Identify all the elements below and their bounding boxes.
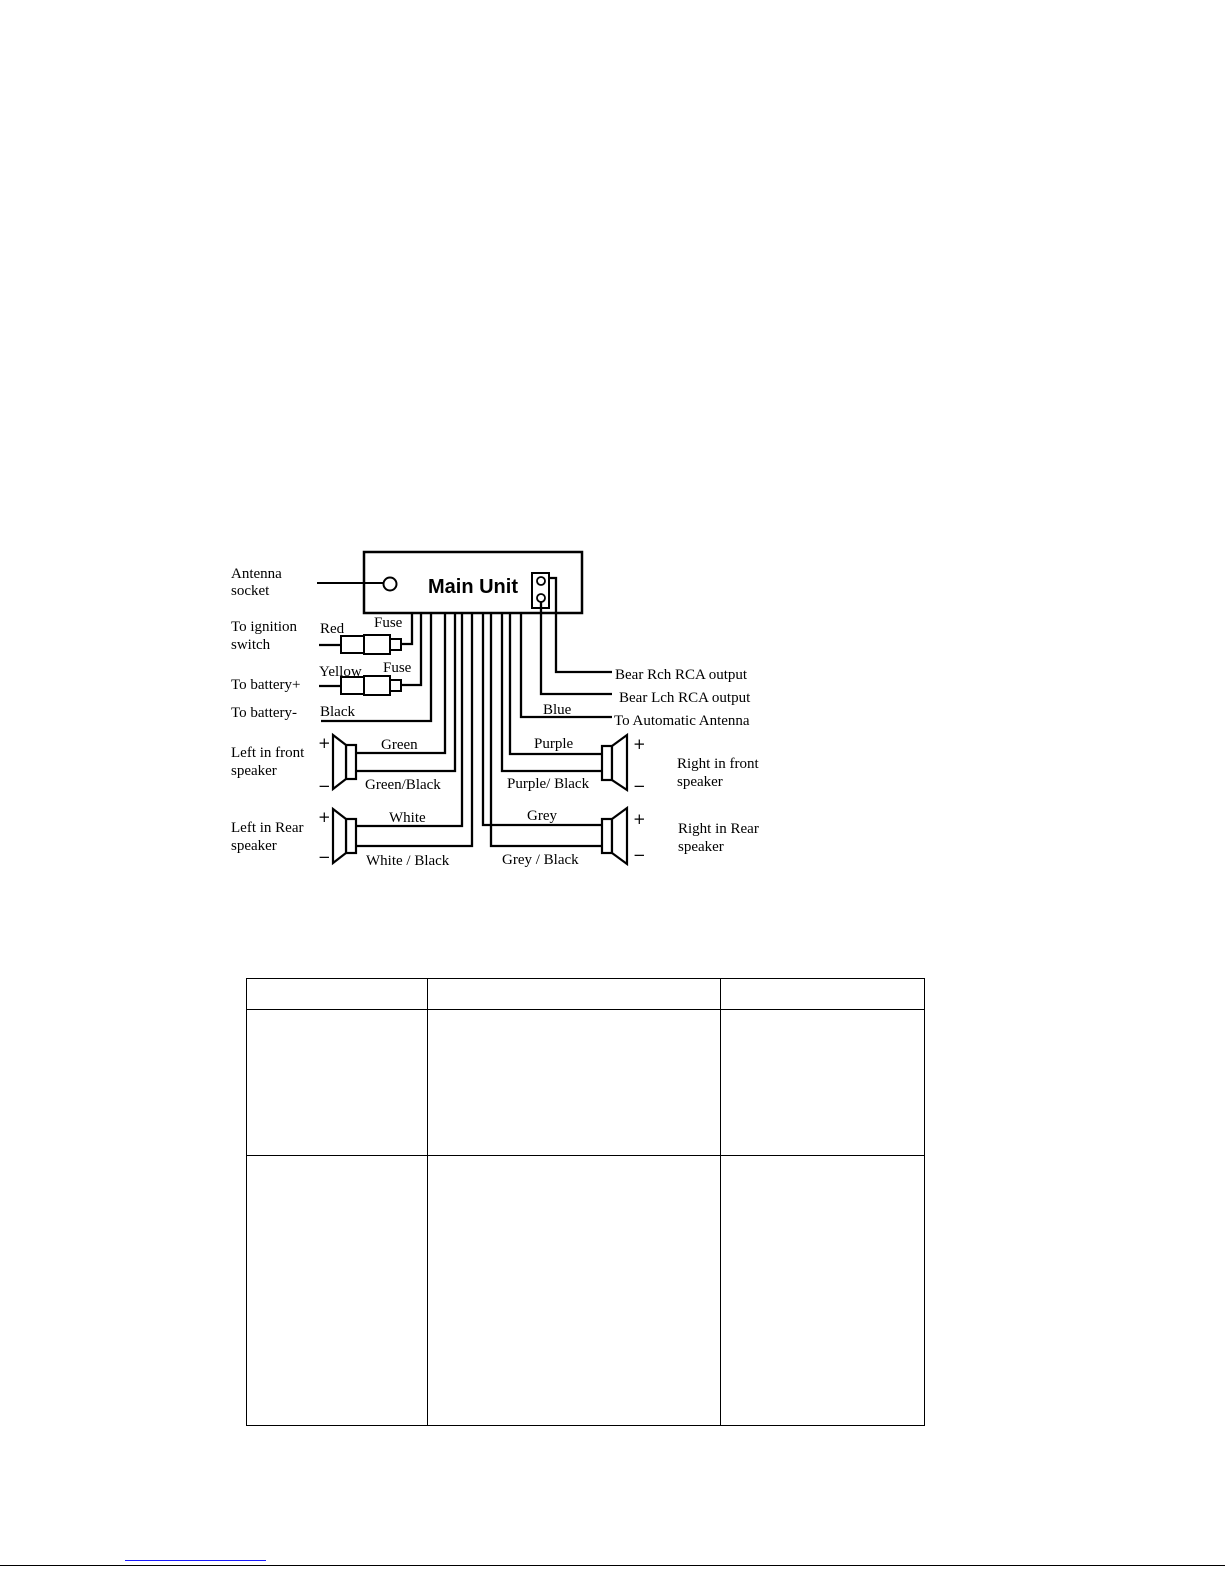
right-rear-speaker-label: Right in Rear — [678, 821, 759, 837]
ignition-label: switch — [231, 637, 271, 653]
wire-label-green: Green — [381, 737, 418, 753]
wire-label-fuse: Fuse — [383, 660, 412, 676]
plus-sign: + — [318, 734, 331, 752]
wire-label-white-black: White / Black — [366, 853, 450, 869]
table-cell — [428, 979, 721, 1010]
wire-label-grey-black: Grey / Black — [502, 852, 579, 868]
lch-rca-output-label: Bear Lch RCA output — [619, 690, 751, 706]
minus-sign: − — [633, 777, 646, 795]
wire-label-white: White — [389, 810, 426, 826]
antenna-label: Antenna — [231, 566, 282, 582]
footer-link-underline[interactable] — [125, 1560, 266, 1561]
table-cell — [247, 1156, 428, 1426]
right-rear-speaker-icon — [602, 808, 627, 864]
ignition-label: To ignition — [231, 619, 298, 635]
table-cell — [247, 979, 428, 1010]
table-cell — [428, 1156, 721, 1426]
table-cell — [428, 1010, 721, 1156]
lch-rca-wire — [541, 602, 612, 694]
empty-table — [246, 978, 925, 1426]
table-cell — [721, 979, 925, 1010]
wire-label-red: Red — [320, 621, 345, 637]
wire-label-fuse: Fuse — [374, 615, 403, 631]
minus-sign: − — [633, 846, 646, 864]
left-rear-speaker-label: Left in Rear — [231, 820, 304, 836]
plus-sign: + — [318, 808, 331, 826]
left-rear-speaker-icon — [333, 809, 356, 863]
battery-plus-label: To battery+ — [231, 677, 301, 693]
wire-label-green-black: Green/Black — [365, 777, 441, 793]
automatic-antenna-label: To Automatic Antenna — [614, 713, 750, 729]
antenna-socket-icon — [384, 578, 397, 591]
table-row — [247, 979, 925, 1010]
wire-label-blue: Blue — [543, 702, 572, 718]
wire-label-purple: Purple — [534, 736, 574, 752]
minus-sign: − — [318, 848, 331, 866]
table-cell — [721, 1156, 925, 1426]
plus-sign: + — [633, 735, 646, 753]
left-front-speaker-label: speaker — [231, 763, 277, 779]
table-row — [247, 1010, 925, 1156]
rch-rca-wire — [549, 578, 612, 672]
wire-label-grey: Grey — [527, 808, 557, 824]
wire-label-black: Black — [320, 704, 355, 720]
table-cell — [247, 1010, 428, 1156]
right-front-speaker-label: Right in front — [677, 756, 759, 772]
minus-sign: − — [318, 777, 331, 795]
fuse-icon — [341, 635, 401, 654]
plus-sign: + — [633, 810, 646, 828]
right-front-speaker-label: speaker — [677, 774, 723, 790]
rch-rca-output-label: Bear Rch RCA output — [615, 667, 748, 683]
antenna-label: socket — [231, 583, 270, 599]
right-rear-speaker-label: speaker — [678, 839, 724, 855]
table-cell — [721, 1010, 925, 1156]
battery-minus-label: To battery- — [231, 705, 298, 721]
table-row — [247, 1156, 925, 1426]
right-front-speaker-icon — [602, 735, 627, 790]
main-unit-label: Main Unit — [428, 576, 518, 598]
left-front-speaker-icon — [333, 735, 356, 789]
left-front-speaker-label: Left in front — [231, 745, 305, 761]
footer-rule — [0, 1565, 1225, 1566]
wire-label-yellow: Yellow — [319, 664, 362, 680]
wire-label-purple-black: Purple/ Black — [507, 776, 590, 792]
left-rear-speaker-label: speaker — [231, 838, 277, 854]
